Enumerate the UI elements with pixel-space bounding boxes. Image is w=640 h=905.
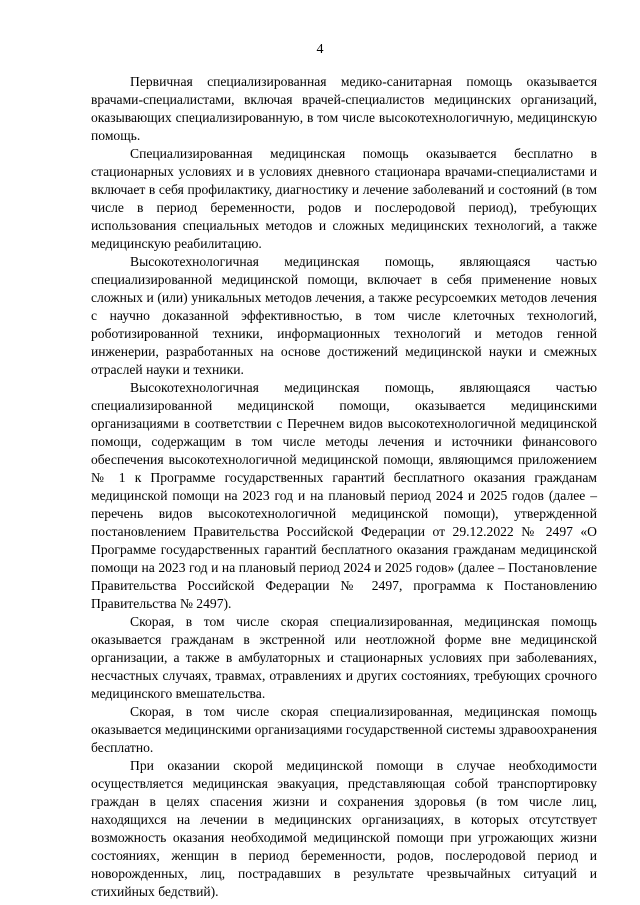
paragraph-high-tech-care-provision: Высокотехнологичная медицинская помощь, являющаяся частью специализированной медицинской помощи, оказывается медицинскими организациями в соответствии с Перечнем видов высокотехнологичной медицинской помощи, содержащим в том числе методы лечения и источники финансового обеспечения высокотехнологичной медицинской помощи, являющимся приложением № 1 к Программе государственных гарантий бесплатного оказания гражданам медицинской помощи на 2023 год и на плановый период 2024 и 2025 годов (далее – перечень видов высокотехнологичной медицинской помощи), утвержденной постановлением Правительства Российской Федерации от 29.12.2022 № 2497 «О Программе государственных гарантий бесплатного оказания гражданам медицинской помощи на 2023 год и на плановый период 2024 и 2025 годов» (далее – Постановление Правительства Российской Федерации № 2497, программа к Постановлению Правительства № 2497).	[91, 380, 597, 611]
paragraph-high-tech-care-definition: Высокотехнологичная медицинская помощь, являющаяся частью специализированной медицинской помощи, включает в себя применение новых сложных и (или) уникальных методов лечения, а также ресурсоемких методов лечения с научно доказанной эффективностью, в том числе клеточных технологий, роботизированной техники, информационных технологий и методов генной инженерии, разработанных на основе достижений медицинской науки и смежных отраслей науки и техники.	[91, 254, 597, 377]
page-number: 4	[316, 42, 324, 57]
paragraph-medical-evacuation: При оказании скорой медицинской помощи в случае необходимости осуществляется медицинская эвакуация, представляющая собой транспортировку граждан в целях спасения жизни и сохранения здоровья (в том числе лиц, находящихся на лечении в медицинских организациях, в которых отсутствует возможность оказания необходимой медицинской помощи при угрожающих жизни состояниях, женщин в период беременности, родов, послеродовой период и новорожденных, лиц, пострадавших в результате чрезвычайных ситуаций и стихийных бедствий).	[91, 758, 597, 899]
paragraph-emergency-care: Скорая, в том числе скорая специализированная, медицинская помощь оказывается гражданам в экстренной или неотложной форме вне медицинской организации, а также в амбулаторных и стационарных условиях при заболеваниях, несчастных случаях, травмах, отравлениях и других состояниях, требующих срочного медицинского вмешательства.	[91, 614, 597, 701]
document-body	[91, 73, 597, 901]
paragraph-emergency-care-free: Скорая, в том числе скорая специализированная, медицинская помощь оказывается медицинскими организациями государственной системы здравоохранения бесплатно.	[91, 704, 597, 755]
paragraph-specialized-care: Специализированная медицинская помощь оказывается бесплатно в стационарных условиях и в условиях дневного стационара врачами-специалистами и включает в себя профилактику, диагностику и лечение заболеваний и состояний (в том числе в период беременности, родов и послеродовой период), требующих использования специальных методов и сложных медицинских технологий, а также медицинскую реабилитацию.	[91, 146, 597, 251]
paragraph-primary-care: Первичная специализированная медико-санитарная помощь оказывается врачами-специалистами, включая врачей-специалистов медицинских организаций, оказывающих специализированную, в том числе высокотехнологичную, медицинскую помощь.	[91, 74, 597, 143]
